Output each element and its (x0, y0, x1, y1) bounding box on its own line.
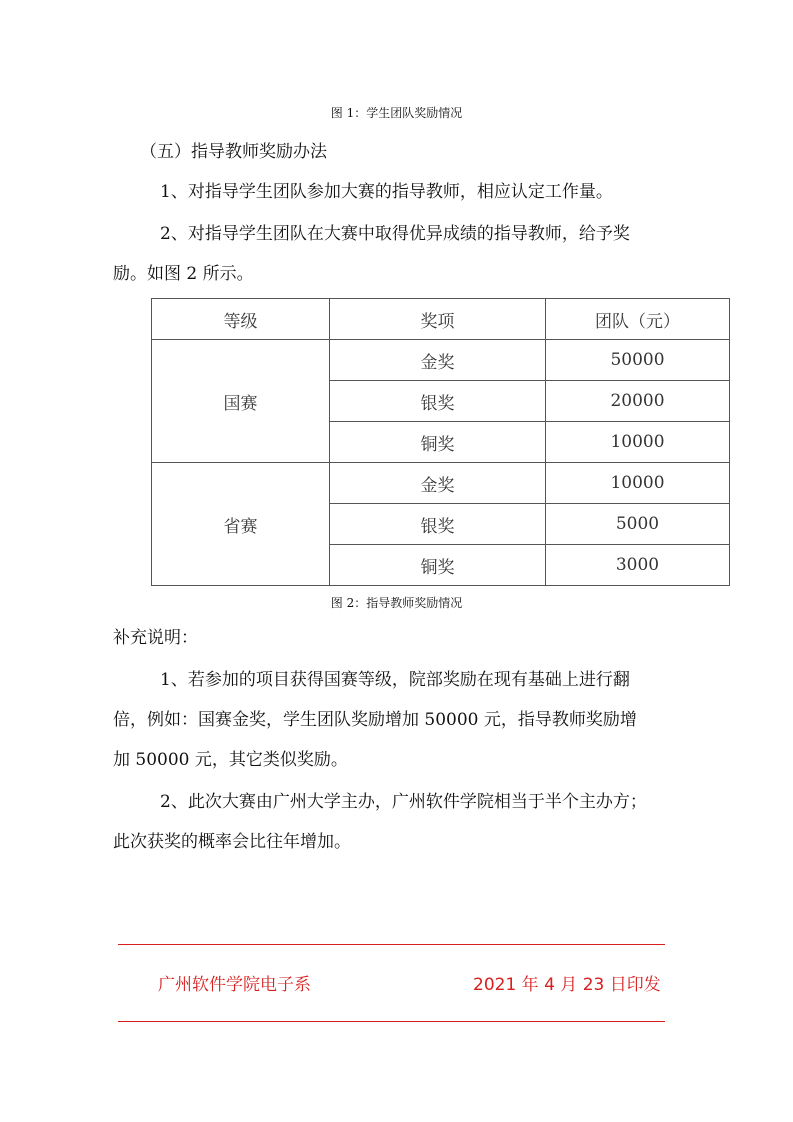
award-cell: 铜奖 (330, 545, 546, 586)
footer-top-rule (118, 944, 665, 945)
figure-1-caption: 图 1：学生团队奖励情况 (330, 106, 463, 120)
header-award: 奖项 (330, 299, 546, 340)
header-amount: 团队（元） (546, 299, 730, 340)
award-cell: 铜奖 (330, 422, 546, 463)
table-header-row (152, 299, 730, 340)
table-row (152, 340, 730, 381)
award-cell: 金奖 (330, 463, 546, 504)
footer-date: 2021 年 4 月 23 日印发 (473, 975, 661, 995)
amount-cell: 5000 (546, 504, 730, 545)
item-2-line-1: 2、对指导学生团队在大赛中取得优异成绩的指导教师，给予奖 (160, 224, 630, 244)
amount-cell: 10000 (546, 463, 730, 504)
level-national: 国赛 (152, 340, 330, 463)
note-2-line-2: 此次获奖的概率会比往年增加。 (113, 832, 351, 852)
amount-cell: 50000 (546, 340, 730, 381)
amount-cell: 10000 (546, 422, 730, 463)
award-cell: 银奖 (330, 381, 546, 422)
amount-cell: 3000 (546, 545, 730, 586)
section-heading: （五）指导教师奖励办法 (140, 142, 327, 162)
award-table (151, 298, 730, 586)
item-2-line-2: 励。如图 2 所示。 (113, 264, 254, 284)
table-row (152, 463, 730, 504)
award-cell: 金奖 (330, 340, 546, 381)
note-1-line-1: 1、若参加的项目获得国赛等级，院部奖励在现有基础上进行翻 (160, 670, 630, 690)
note-2-line-1: 2、此次大赛由广州大学主办，广州软件学院相当于半个主办方； (160, 792, 647, 812)
award-cell: 银奖 (330, 504, 546, 545)
amount-cell: 20000 (546, 381, 730, 422)
header-level: 等级 (152, 299, 330, 340)
item-1: 1、对指导学生团队参加大赛的指导教师，相应认定工作量。 (160, 182, 613, 202)
level-provincial: 省赛 (152, 463, 330, 586)
footer-issuer: 广州软件学院电子系 (158, 975, 311, 995)
note-1-line-3: 加 50000 元，其它类似奖励。 (113, 750, 348, 770)
figure-2-caption: 图 2：指导教师奖励情况 (330, 596, 463, 610)
footer-bottom-rule (118, 1021, 665, 1022)
note-1-line-2: 倍，例如：国赛金奖，学生团队奖励增加 50000 元，指导教师奖励增 (113, 710, 637, 730)
supplement-heading: 补充说明： (113, 628, 198, 648)
